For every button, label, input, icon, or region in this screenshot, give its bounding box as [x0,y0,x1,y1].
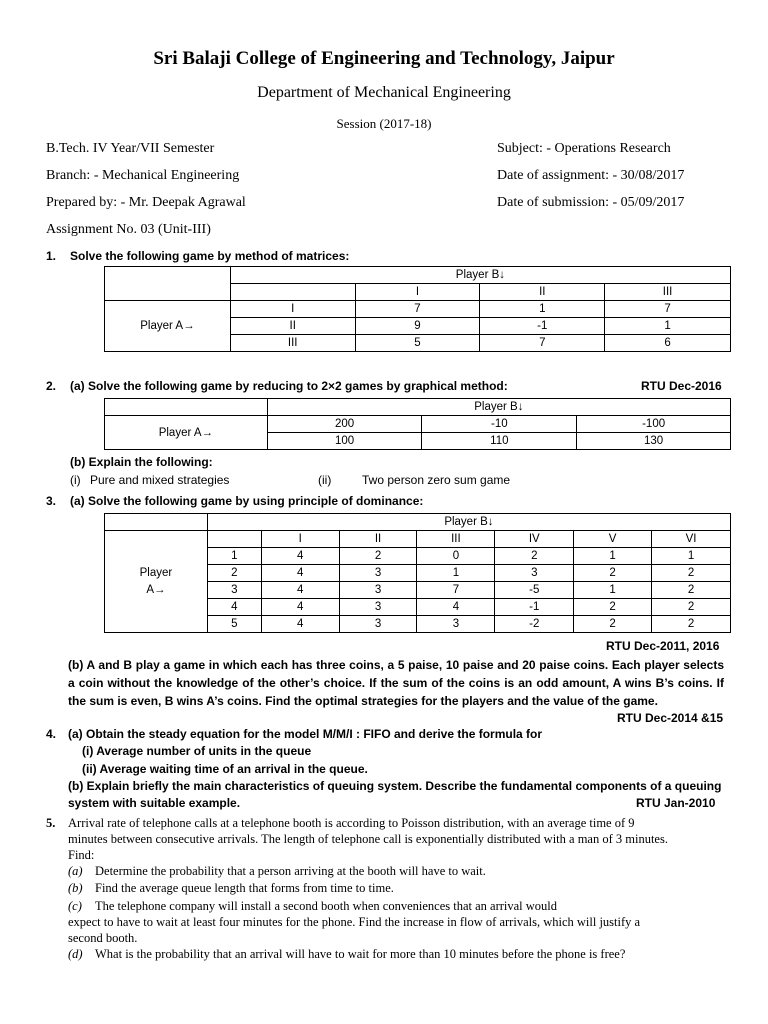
q1-col-header: I [355,284,480,301]
q3-cell: 2 [652,616,731,633]
q3-player-a-label [105,531,208,633]
college-title: Sri Balaji College of Engineering and Technology, Jaipur [153,48,615,69]
q5b-label: (b) [68,881,83,895]
q2b-ii-text: Two person zero sum game [362,473,511,487]
q2-player-b-header: Player B↓ [267,399,730,416]
q3-cell: 7 [417,582,495,599]
q3-cell: 2 [652,582,731,599]
q3-row-label: 3 [207,582,261,599]
q2a-reference: RTU Dec-2016 [641,379,722,393]
q2-number: 2. [46,379,57,393]
q3-cell: 3 [339,599,417,616]
q5c-text-line3: second booth. [68,931,138,945]
q3-cell: 3 [339,616,417,633]
q5c-text: The telephone company will install a second booth when conveniences that an arrival would [95,899,558,913]
subject-label: Subject: - Operations Research [497,141,671,156]
q3-player-a-line1: Player [139,566,173,579]
q3-cell: 4 [261,565,339,582]
q5-line1: Arrival rate of telephone calls at a telephone booth is according to Poisson distribution, with an average time of 9 [68,816,635,830]
session-label: Session (2017-18) [336,116,432,131]
prepared-by: Prepared by: - Mr. Deepak Agrawal [46,195,246,210]
q2-cell: 200 [267,416,422,433]
q3-cell: 2 [574,565,652,582]
q3-cell: 1 [417,565,495,582]
q5b-text: Find the average queue length that forms from time to time. [95,881,394,895]
q5-line2: minutes between consecutive arrivals. The length of telephone call is exponentially distributed with a man of 3 minutes. [68,832,668,846]
q3-cell: 2 [574,599,652,616]
q3-number: 3. [46,494,57,508]
q3-cell: 2 [339,548,417,565]
q1-row-label: III [230,335,355,352]
q5-number: 5. [46,816,56,830]
q5d-text: What is the probability that an arrival will have to wait for more than 10 minutes before the phone is free? [95,947,626,961]
q3-cell: 3 [339,565,417,582]
q1-empty-cell [105,267,231,301]
q2-player-a-label: Player A→ [105,416,268,450]
q3-col-header: II [339,531,417,548]
q5c-text-line2: expect to have to wait at least four minutes for the phone. Find the increase in flow of arrivals, which will justify a [68,915,641,929]
q3-player-b-header: Player B↓ [207,514,730,531]
q3-cell: -2 [495,616,574,633]
q3b-reference: RTU Dec-2014 &15 [617,711,724,725]
q3-cell: 2 [574,616,652,633]
q1-row-label: II [230,318,355,335]
q3-cell: 4 [261,599,339,616]
q2-cell: 110 [422,433,577,450]
q3-cell: 3 [495,565,574,582]
q1-cell: 1 [480,301,605,318]
q4a-i-text: (i) Average number of units in the queue [82,744,312,758]
q3-cell: 0 [417,548,495,565]
q3-col-header: I [261,531,339,548]
q1-cell: 5 [355,335,480,352]
q3-payoff-table [104,513,731,633]
q1-cell: 9 [355,318,480,335]
q5-find: Find: [68,848,95,862]
q2b-i-number: (i) [70,473,81,487]
q1-text: Solve the following game by method of matrices: [70,249,350,263]
q4b-reference: RTU Jan-2010 [636,796,716,810]
department-name: Department of Mechanical Engineering [257,84,511,101]
q2b-text: (b) Explain the following: [70,455,213,469]
q2b-ii-number: (ii) [318,473,332,487]
q3-cell: 2 [652,599,731,616]
q1-cell: 6 [605,335,731,352]
q1-row-label: I [230,301,355,318]
q3-cell: 2 [495,548,574,565]
q3-col-header: VI [652,531,731,548]
q1-cell: -1 [480,318,605,335]
q1-player-b-header: Player B↓ [230,267,730,284]
q4a-ii-text: (ii) Average waiting time of an arrival in the queue. [82,762,368,776]
q3-row-label: 4 [207,599,261,616]
q3-cell: -1 [495,599,574,616]
q1-cell: 7 [605,301,731,318]
q3-cell: 4 [261,582,339,599]
q4b-text-line1: (b) Explain briefly the main characteristics of queuing system. Describe the fundamental components of a queuing [68,779,722,793]
q5a-text: Determine the probability that a person arriving at the booth will have to wait. [95,864,486,878]
q3a-reference: RTU Dec-2011, 2016 [606,639,720,653]
q2-cell: -100 [577,416,731,433]
q1-corner-cell [230,284,355,301]
q3b-text: (b) A and B play a game in which each has three coins, a 5 paise, 10 paise and 20 paise coins. Each player selects a coin without the knowledge of the other’s choice. If the sum of the coins is an odd amount, A wins B’s coins. If the sum is even, B wins A’s coins. Find the optimal strategies for the players and the value of the game. [68,658,724,708]
q1-col-header: III [605,284,731,301]
q5a-label: (a) [68,864,83,878]
q1-cell: 1 [605,318,731,335]
q1-player-a-label: Player A→ [105,301,231,352]
q2-cell: -10 [422,416,577,433]
q3-cell: 4 [261,616,339,633]
q4b-text-line2: system with suitable example. [68,796,241,810]
q3-empty-cell [105,514,208,531]
q1-cell: 7 [355,301,480,318]
q3-col-header: IV [495,531,574,548]
q2b-i-text: Pure and mixed strategies [90,473,230,487]
assignment-number: Assignment No. 03 (Unit-III) [46,222,211,237]
q5d-label: (d) [68,947,83,961]
q5c-label: (c) [68,899,82,913]
q3-cell: 3 [339,582,417,599]
q3-cell: -5 [495,582,574,599]
q1-number: 1. [46,249,57,263]
q1-cell: 7 [480,335,605,352]
q3-row-label: 1 [207,548,261,565]
q2-empty-cell [105,399,268,416]
q2-cell: 100 [267,433,422,450]
q3-col-header: V [574,531,652,548]
q3-cell: 4 [417,599,495,616]
branch-label: Branch: - Mechanical Engineering [46,168,240,183]
q3-cell: 4 [261,548,339,565]
course-label: B.Tech. IV Year/VII Semester [46,141,215,156]
q3-cell: 1 [574,548,652,565]
q1-col-header: II [480,284,605,301]
q2-payoff-table [104,398,731,450]
q2a-text: (a) Solve the following game by reducing to 2×2 games by graphical method: [70,379,508,393]
q3-cell: 3 [417,616,495,633]
q3-player-a-line2: A→ [146,583,166,596]
q4a-text: (a) Obtain the steady equation for the model M/M/I : FIFO and derive the formula for [68,727,543,741]
q3-corner-cell [207,531,261,548]
q3-cell: 2 [652,565,731,582]
date-of-assignment: Date of assignment: - 30/08/2017 [497,168,685,183]
q3-cell: 1 [652,548,731,565]
q4-number: 4. [46,727,57,741]
q3-row-label: 5 [207,616,261,633]
q1-payoff-table [104,266,731,352]
date-of-submission: Date of submission: - 05/09/2017 [497,195,685,210]
q3-cell: 1 [574,582,652,599]
q2-cell: 130 [577,433,731,450]
q3-row-label: 2 [207,565,261,582]
q3a-text: (a) Solve the following game by using principle of dominance: [70,494,424,508]
q3-col-header: III [417,531,495,548]
